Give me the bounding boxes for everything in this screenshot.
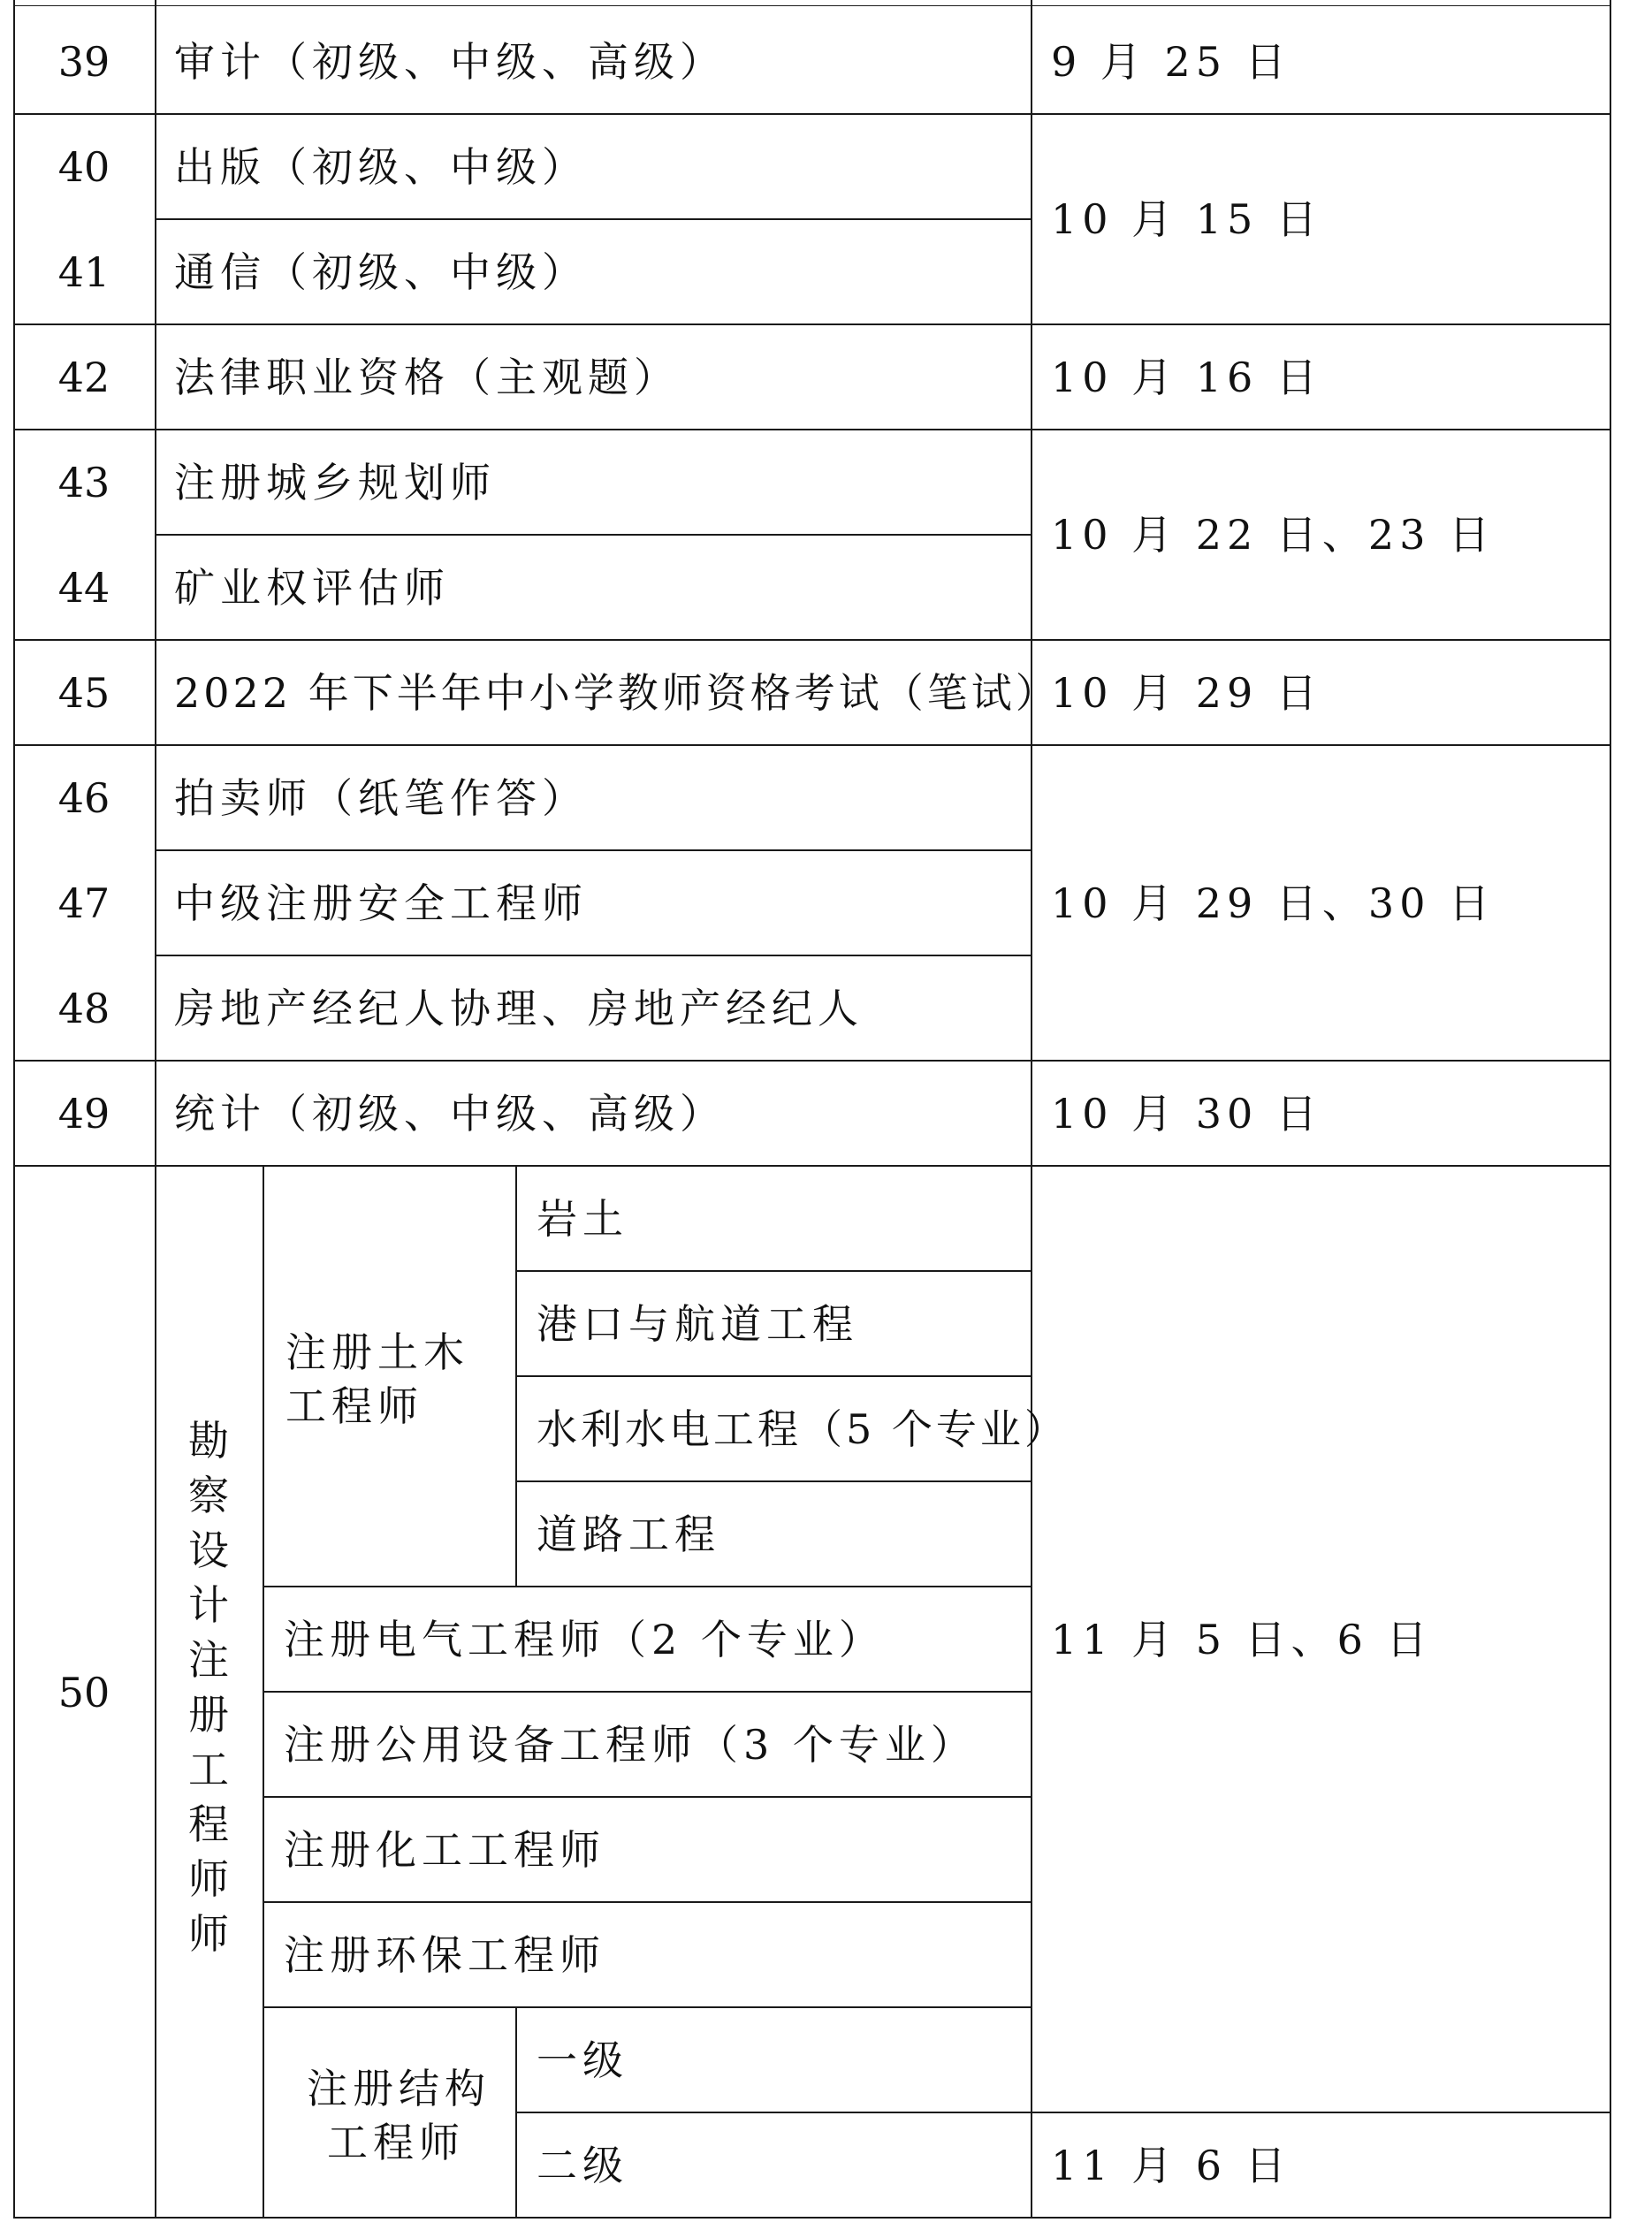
level-name: 二级	[537, 2142, 628, 2189]
exam-date: 10 月 29 日	[1051, 669, 1322, 717]
exam-name: 出版（初级、中级）	[174, 143, 588, 191]
row-number: 47	[57, 879, 110, 927]
exam-date: 10 月 30 日	[1051, 1090, 1322, 1138]
row-border	[13, 5, 1611, 6]
exam-date: 10 月 22 日、23 日	[1051, 511, 1496, 559]
exam-name: 注册环保工程师	[284, 1931, 605, 1979]
row-number: 41	[57, 248, 110, 296]
exam-name: 通信（初级、中级）	[174, 248, 588, 296]
civil-engineer-label: 工程师	[285, 1382, 423, 1430]
row-border	[13, 639, 1611, 641]
row-border	[263, 1901, 1032, 1903]
specialty-name: 港口与航道工程	[537, 1300, 858, 1348]
exam-name: 房地产经纪人协理、房地产经纪人	[174, 985, 864, 1032]
exam-name: 法律职业资格（主观题）	[174, 354, 680, 401]
exam-name: 2022 年下半年中小学教师资格考试（笔试）	[174, 669, 1060, 717]
row-border	[263, 1586, 1032, 1587]
vertical-group-label: 勘 察 设 计 注 册 工 程 师 师	[188, 1417, 229, 1958]
exam-name: 拍卖师（纸笔作答）	[174, 774, 588, 822]
row-border	[515, 2112, 1611, 2113]
row-border	[13, 1060, 1611, 1062]
row-border	[263, 1691, 1032, 1693]
exam-name: 中级注册安全工程师	[174, 879, 588, 927]
structural-engineer-label: 注册结构	[307, 2065, 491, 2112]
exam-date: 10 月 29 日、30 日	[1051, 879, 1496, 927]
specialty-name: 水利水电工程（5 个专业）	[537, 1405, 1069, 1453]
row-border	[13, 429, 1611, 430]
row-border	[13, 113, 1611, 115]
row-number: 46	[57, 774, 110, 822]
exam-name: 注册电气工程师（2 个专业）	[284, 1616, 885, 1663]
exam-date: 10 月 15 日	[1051, 195, 1322, 243]
row-number: 45	[57, 669, 110, 717]
level-name: 一级	[537, 2036, 628, 2084]
row-border	[263, 2006, 1032, 2008]
exam-name: 审计（初级、中级、高级）	[174, 38, 726, 86]
row-border	[155, 534, 1032, 536]
exam-name: 统计（初级、中级、高级）	[174, 1090, 726, 1138]
row-number: 50	[57, 1669, 110, 1716]
row-number: 39	[57, 38, 110, 86]
row-border	[515, 1480, 1032, 1482]
row-border	[515, 1270, 1032, 1272]
row-border	[13, 1165, 1611, 1167]
row-number: 44	[57, 564, 110, 612]
row-number: 43	[57, 459, 110, 506]
row-border	[155, 849, 1032, 851]
row-border	[13, 744, 1611, 746]
civil-engineer-label: 注册土木	[285, 1328, 469, 1376]
column-border	[1031, 0, 1032, 2219]
row-number: 48	[57, 985, 110, 1032]
exam-date: 10 月 16 日	[1051, 354, 1322, 401]
exam-date: 11 月 5 日、6 日	[1051, 1616, 1433, 1663]
exam-name: 注册化工工程师	[284, 1826, 605, 1874]
row-border	[13, 2217, 1611, 2219]
exam-date: 11 月 6 日	[1051, 2142, 1291, 2189]
structural-engineer-label: 工程师	[327, 2119, 465, 2166]
column-border	[263, 1165, 264, 2219]
column-border	[1610, 0, 1611, 2219]
row-border	[155, 218, 1032, 220]
row-border	[13, 323, 1611, 325]
row-border	[263, 1796, 1032, 1798]
specialty-name: 道路工程	[537, 1511, 720, 1558]
row-number: 42	[57, 354, 110, 401]
exam-name: 注册城乡规划师	[174, 459, 496, 506]
row-number: 49	[57, 1090, 110, 1138]
row-border	[155, 955, 1032, 956]
exam-name: 矿业权评估师	[174, 564, 450, 612]
column-border	[515, 1165, 517, 1587]
exam-name: 注册公用设备工程师（3 个专业）	[284, 1721, 977, 1769]
specialty-name: 岩土	[537, 1195, 628, 1243]
row-number: 40	[57, 143, 110, 191]
column-border	[515, 2006, 517, 2219]
exam-date: 9 月 25 日	[1051, 38, 1291, 86]
row-border	[515, 1375, 1032, 1377]
